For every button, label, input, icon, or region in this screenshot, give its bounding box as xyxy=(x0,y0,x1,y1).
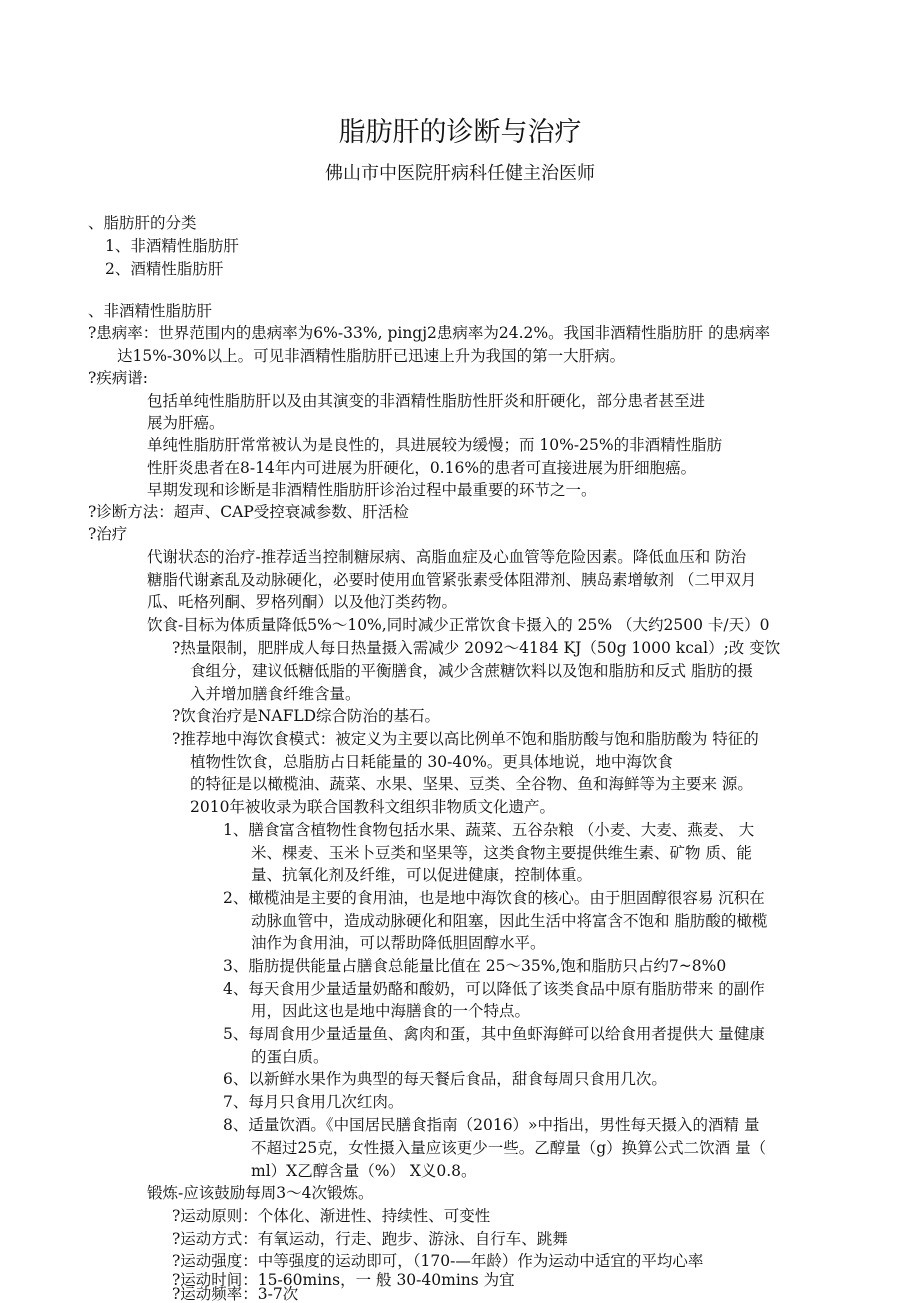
list-item-continuation: 动脉血管中，造成动脉硬化和阻塞，因此生活中将富含不饱和 脂肪酸的橄榄 xyxy=(251,912,768,930)
prevalence-line: ?患病率：世界范围内的患病率为6%-33%, pingj2患病率为24.2%。我国非酒精性脂肪肝 的患病率 xyxy=(88,324,771,342)
list-item: 3、脂肪提供能量占膳食总能量比值在 25～35%,饱和脂肪只占约7~8%0 xyxy=(223,957,727,975)
spectrum-line: 单纯性脂肪肝常常被认为是良性的，具进展较为缓慢；而 10%-25%的非酒精性脂肪 xyxy=(147,436,723,454)
exercise-item: ?运动时间：15-60mins，一 般 30-40mins 为宜 xyxy=(172,1271,515,1289)
calorie-restriction-line: 食组分，建议低糖低脂的平衡膳食，减少含蔗糖饮料以及饱和脂肪和反式 脂肪的摄 xyxy=(190,662,753,680)
diagnosis-methods: ?诊断方法：超声、CAP受控衰减参数、肝活检 xyxy=(88,503,409,521)
classification-item: 2、酒精性脂肪肝 xyxy=(105,260,224,278)
list-item-continuation: 用，因此这也是地中海膳食的一个特点。 xyxy=(251,1002,531,1020)
document-title: 脂肪肝的诊断与治疗 xyxy=(338,117,582,148)
list-item: 5、每周食用少量适量鱼、禽肉和蛋，其中鱼虾海鲜可以给食用者提供大 量健康 xyxy=(223,1025,765,1043)
list-item: 2、橄榄油是主要的食用油，也是地中海饮食的核心。由于胆固醇很容易 沉积在 xyxy=(223,889,765,907)
list-item: 8、适量饮酒。《中国居民膳食指南（2016）»中指出，男性每天摄入的酒精 量 xyxy=(223,1116,760,1134)
mediterranean-diet-line: ?推荐地中海饮食模式：被定义为主要以高比例单不饱和脂肪酸与饱和脂肪酸为 特征的 xyxy=(172,730,759,748)
document-subtitle: 佛山市中医院肝病科任健主治医师 xyxy=(325,163,595,184)
calorie-restriction-line: 入并增加膳食纤维含量。 xyxy=(190,685,361,703)
spectrum-line: 展为肝癌。 xyxy=(147,414,225,432)
classification-item: 1、非酒精性脂肪肝 xyxy=(105,237,239,255)
list-item: 4、每天食用少量适量奶酪和酸奶，可以降低了该类食品中原有脂肪带来 的副作 xyxy=(223,980,765,998)
diet-cornerstone: ?饮食治疗是NAFLD综合防治的基石。 xyxy=(172,707,441,725)
exercise-item: ?运动方式：有氧运动，行走、跑步、游泳、自行车、跳舞 xyxy=(172,1230,568,1248)
spectrum-line: 早期发现和诊断是非酒精性脂肪肝诊治过程中最重要的环节之一。 xyxy=(147,481,597,499)
spectrum-line: 性肝炎患者在8-14年内可进展为肝硬化，0.16%的患者可直接进展为肝细胞癌。 xyxy=(147,459,697,477)
diet-heading: 饮食-目标为体质量降低5%～10%,同时减少正常饮食卡摄入的 25% （大约2500 卡/天）0 xyxy=(147,616,770,634)
list-item-continuation: 油作为食用油，可以帮助降低胆固醇水平。 xyxy=(251,934,546,952)
mediterranean-diet-line: 2010年被收录为联合国教科文组织非物质文化遗产。 xyxy=(190,798,555,816)
list-item-continuation: 量、抗氧化剂及纤维，可以促进健康，控制体重。 xyxy=(251,866,593,884)
exercise-heading: 锻炼-应该鼓励每周3～4次锻炼。 xyxy=(147,1184,374,1202)
list-item-continuation: 米、棵麦、玉米卜豆类和坚果等，这类食物主要提供维生素、矿物 质、能 xyxy=(251,844,752,862)
prevalence-line: 达15%-30%以上。可见非酒精性脂肪肝已迅速上升为我国的第一大肝病。 xyxy=(117,347,626,365)
list-item: 6、以新鲜水果作为典型的每天餐后食品，甜食每周只食用几次。 xyxy=(223,1070,667,1088)
list-item-continuation: ml）X乙醇含量（%） X义0.8。 xyxy=(251,1162,477,1180)
section-heading-classification: 、脂肪肝的分类 xyxy=(88,214,197,232)
spectrum-line: 包括单纯性脂肪肝以及由其演变的非酒精性脂肪性肝炎和肝硬化，部分患者甚至进 xyxy=(147,392,706,410)
spectrum-heading: ?疾病谱: xyxy=(88,369,149,387)
list-item: 7、每月只食用几次红肉。 xyxy=(223,1093,404,1111)
calorie-restriction-line: ?热量限制，肥胖成人每日热量摄入需减少 2092～4184 KJ（50g 1000 kcal）;改 变饮 xyxy=(172,639,781,657)
exercise-item: ?运动原则：个体化、渐进性、持续性、可变性 xyxy=(172,1207,491,1225)
list-item: 1、膳食富含植物性食物包括水果、蔬菜、五谷杂粮 （小麦、大麦、燕麦、 大 xyxy=(223,821,755,839)
mediterranean-diet-line: 的特征是以橄榄油、蔬菜、水果、坚果、豆类、全谷物、鱼和海鲜等为主要来 源。 xyxy=(190,775,753,793)
list-item-continuation: 的蛋白质。 xyxy=(251,1048,329,1066)
exercise-item: ?运动强度：中等强度的运动即可，（170-—年龄）作为运动中适宜的平均心率 xyxy=(172,1252,704,1270)
mediterranean-diet-line: 植物性饮食，总脂肪占日耗能量的 30-40%。更具体地说，地中海饮食 xyxy=(190,753,673,771)
treatment-heading: ?治疗 xyxy=(88,525,128,543)
exercise-item: ?运动频率：3-7次 xyxy=(172,1285,299,1303)
list-item-continuation: 不超过25克，女性摄入量应该更少一些。乙醇量（g）换算公式二饮酒 量（ xyxy=(251,1139,767,1157)
metabolic-treatment-line: 代谢状态的治疗-推荐适当控制糖尿病、高脂血症及心血管等危险因素。降低血压和 防治 xyxy=(147,548,747,566)
metabolic-treatment-line: 糖脂代谢紊乱及动脉硬化，必要时使用血管紧张素受体阻滞剂、胰岛素增敏剂 （二甲双月 xyxy=(147,571,757,589)
section-heading-nafld: 、非酒精性脂肪肝 xyxy=(88,302,213,320)
metabolic-treatment-line: 瓜、吒格列酮、罗格列酮）以及他汀类药物。 xyxy=(147,593,458,611)
